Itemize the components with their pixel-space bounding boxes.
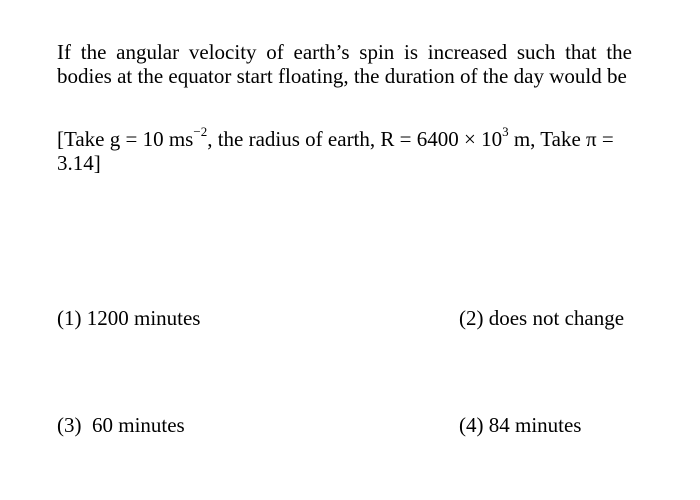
given-exponent-g: −2 xyxy=(193,124,208,139)
given-text-part2: , the radius of earth, R = 6400 × 10 xyxy=(207,127,503,151)
given-values xyxy=(57,124,632,175)
given-exponent-radius: 3 xyxy=(502,124,509,139)
option-2[interactable]: (2) does not change xyxy=(459,306,625,330)
option-3[interactable]: (3) 60 minutes xyxy=(57,413,185,437)
given-text-part3: m, Take π = 3.14] xyxy=(57,127,614,175)
option-1[interactable]: (1) 1200 minutes xyxy=(57,306,201,330)
given-text-part1: [Take g = 10 ms xyxy=(57,127,194,151)
option-4[interactable]: (4) 84 minutes xyxy=(459,413,582,437)
question-text: If the angular velocity of earth’s spin is increased such that the bodies at the equator start floating, the duration of the day would be xyxy=(57,40,632,88)
